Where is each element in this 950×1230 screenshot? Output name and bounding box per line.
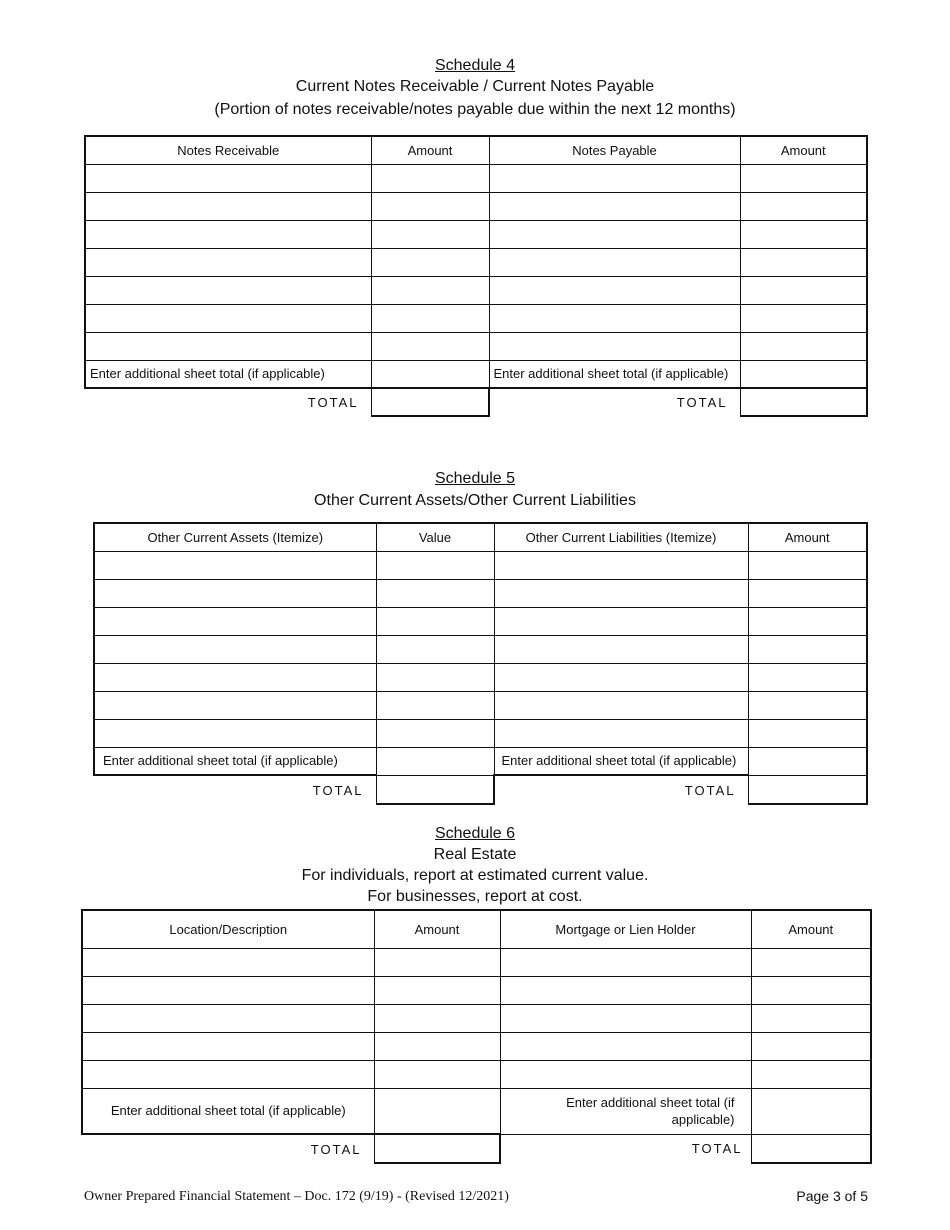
total-amount-input[interactable] (371, 388, 489, 416)
table-row (82, 1004, 871, 1032)
schedule-4-heading (0, 55, 950, 120)
input-cell[interactable] (751, 1060, 871, 1088)
input-cell[interactable] (371, 192, 489, 220)
schedule-5-table (93, 522, 868, 805)
input-cell[interactable] (376, 607, 494, 635)
total-label: TOTAL (691, 1141, 743, 1157)
input-cell[interactable] (374, 1032, 500, 1060)
table-row (82, 1060, 871, 1088)
table-row (85, 276, 867, 304)
input-cell[interactable] (740, 248, 867, 276)
table-row (94, 551, 867, 579)
table-row (82, 1032, 871, 1060)
schedule-5-title: Schedule 5 (434, 470, 516, 487)
input-cell[interactable] (748, 551, 867, 579)
input-cell[interactable] (751, 1032, 871, 1060)
additional-sheet-label: Enter additional sheet total (if applicable) (85, 360, 371, 388)
col-header-amount: Amount (371, 136, 489, 164)
additional-sheet-row (94, 747, 867, 775)
input-cell[interactable] (494, 663, 748, 691)
input-cell[interactable] (489, 304, 740, 332)
table-row (85, 248, 867, 276)
input-cell[interactable] (748, 607, 867, 635)
table-row (85, 220, 867, 248)
input-cell[interactable] (85, 220, 371, 248)
table-header-row (94, 523, 867, 551)
input-cell[interactable] (748, 691, 867, 719)
schedule-6-heading (0, 823, 950, 907)
input-cell[interactable] (85, 192, 371, 220)
input-cell[interactable] (94, 635, 376, 663)
additional-sheet-amount-input[interactable] (748, 747, 867, 775)
schedule-4-table (84, 135, 868, 417)
input-cell[interactable] (376, 579, 494, 607)
additional-sheet-label: Enter additional sheet total (if applicable) (494, 747, 748, 775)
additional-sheet-amount-input[interactable] (371, 360, 489, 388)
table-row (85, 304, 867, 332)
total-amount-input[interactable] (374, 1134, 500, 1163)
input-cell[interactable] (494, 691, 748, 719)
input-cell[interactable] (82, 976, 374, 1004)
input-cell[interactable] (94, 719, 376, 747)
col-header-other-current-liabilities: Other Current Liabilities (Itemize) (494, 523, 748, 551)
additional-sheet-label: Enter additional sheet total (if applicable) (94, 747, 376, 775)
table-row (94, 719, 867, 747)
col-header-notes-receivable: Notes Receivable (85, 136, 371, 164)
input-cell[interactable] (374, 1060, 500, 1088)
input-cell[interactable] (94, 551, 376, 579)
table-row (94, 691, 867, 719)
col-header-amount: Amount (374, 910, 500, 948)
input-cell[interactable] (371, 164, 489, 192)
schedule-6-line2: For individuals, report at estimated current value. (301, 867, 649, 884)
table-header-row (82, 910, 871, 948)
additional-sheet-amount-input[interactable] (374, 1088, 500, 1134)
input-cell[interactable] (740, 332, 867, 360)
input-cell[interactable] (500, 1060, 751, 1088)
additional-sheet-row (82, 1088, 871, 1134)
schedule-6-line3: For businesses, report at cost. (367, 888, 583, 905)
table-header-row (85, 136, 867, 164)
col-header-value: Value (376, 523, 494, 551)
total-row (94, 775, 867, 804)
input-cell[interactable] (374, 948, 500, 976)
input-cell[interactable] (748, 663, 867, 691)
input-cell[interactable] (94, 663, 376, 691)
input-cell[interactable] (489, 164, 740, 192)
input-cell[interactable] (82, 1004, 374, 1032)
input-cell[interactable] (500, 976, 751, 1004)
input-cell[interactable] (500, 1004, 751, 1032)
input-cell[interactable] (751, 1004, 871, 1032)
input-cell[interactable] (376, 663, 494, 691)
input-cell[interactable] (500, 1032, 751, 1060)
total-label: TOTAL (307, 395, 359, 410)
table-row (82, 948, 871, 976)
input-cell[interactable] (740, 192, 867, 220)
input-cell[interactable] (748, 635, 867, 663)
additional-sheet-label: Enter additional sheet total (if applicable) (500, 1088, 751, 1134)
document-label: Owner Prepared Financial Statement – Doc. 172 (9/19) - (Revised 12/2021) (84, 1189, 509, 1204)
input-cell[interactable] (489, 220, 740, 248)
col-header-other-current-assets: Other Current Assets (Itemize) (94, 523, 376, 551)
input-cell[interactable] (371, 304, 489, 332)
table-row (94, 579, 867, 607)
input-cell[interactable] (748, 719, 867, 747)
table-row (82, 976, 871, 1004)
input-cell[interactable] (740, 304, 867, 332)
input-cell[interactable] (494, 551, 748, 579)
table-row (94, 607, 867, 635)
input-cell[interactable] (494, 635, 748, 663)
schedule-4-subtitle: Current Notes Receivable / Current Notes Payable (295, 78, 655, 95)
input-cell[interactable] (82, 948, 374, 976)
table-row (94, 663, 867, 691)
total-amount-input[interactable] (748, 775, 867, 804)
input-cell[interactable] (94, 691, 376, 719)
col-header-notes-payable: Notes Payable (489, 136, 740, 164)
total-amount-input[interactable] (740, 388, 867, 416)
input-cell[interactable] (85, 248, 371, 276)
input-cell[interactable] (374, 976, 500, 1004)
input-cell[interactable] (376, 635, 494, 663)
additional-sheet-label: Enter additional sheet total (if applicable) (489, 360, 740, 388)
input-cell[interactable] (371, 276, 489, 304)
additional-sheet-amount-input[interactable] (740, 360, 867, 388)
input-cell[interactable] (371, 332, 489, 360)
total-label: TOTAL (676, 395, 728, 410)
schedule-5-heading (0, 468, 950, 511)
additional-sheet-amount-input[interactable] (751, 1088, 871, 1134)
table-row (94, 635, 867, 663)
input-cell[interactable] (376, 691, 494, 719)
col-header-amount: Amount (751, 910, 871, 948)
input-cell[interactable] (751, 976, 871, 1004)
schedule-6-table (81, 909, 872, 1164)
table-row (85, 164, 867, 192)
input-cell[interactable] (494, 579, 748, 607)
input-cell[interactable] (85, 332, 371, 360)
schedule-4-note: (Portion of notes receivable/notes payable due within the next 12 months) (214, 101, 736, 118)
input-cell[interactable] (489, 276, 740, 304)
input-cell[interactable] (371, 248, 489, 276)
input-cell[interactable] (376, 719, 494, 747)
additional-sheet-row (85, 360, 867, 388)
total-label: TOTAL (312, 782, 364, 798)
input-cell[interactable] (751, 948, 871, 976)
col-header-mortgage-lien-holder: Mortgage or Lien Holder (500, 910, 751, 948)
additional-sheet-label: Enter additional sheet total (if applicable) (82, 1088, 374, 1134)
input-cell[interactable] (82, 1032, 374, 1060)
col-header-location-description: Location/Description (82, 910, 374, 948)
input-cell[interactable] (489, 248, 740, 276)
table-row (85, 332, 867, 360)
input-cell[interactable] (740, 276, 867, 304)
input-cell[interactable] (489, 192, 740, 220)
schedule-4-title: Schedule 4 (434, 57, 516, 74)
input-cell[interactable] (94, 607, 376, 635)
schedule-6-subtitle: Real Estate (433, 846, 517, 863)
page-number: Page 3 of 5 (796, 1188, 868, 1204)
input-cell[interactable] (82, 1060, 374, 1088)
input-cell[interactable] (85, 276, 371, 304)
additional-sheet-amount-input[interactable] (376, 747, 494, 775)
total-amount-input[interactable] (376, 775, 494, 804)
input-cell[interactable] (494, 719, 748, 747)
input-cell[interactable] (371, 220, 489, 248)
schedule-5-subtitle: Other Current Assets/Other Current Liabilities (314, 492, 636, 509)
input-cell[interactable] (740, 220, 867, 248)
total-label: TOTAL (310, 1141, 362, 1157)
input-cell[interactable] (489, 332, 740, 360)
schedule-6-title: Schedule 6 (434, 825, 516, 842)
input-cell[interactable] (85, 304, 371, 332)
input-cell[interactable] (500, 948, 751, 976)
col-header-amount: Amount (740, 136, 867, 164)
input-cell[interactable] (494, 607, 748, 635)
total-row (85, 388, 867, 416)
input-cell[interactable] (374, 1004, 500, 1032)
total-amount-input[interactable] (751, 1134, 871, 1163)
total-label: TOTAL (684, 782, 736, 798)
col-header-amount: Amount (748, 523, 867, 551)
input-cell[interactable] (85, 164, 371, 192)
input-cell[interactable] (748, 579, 867, 607)
total-row (82, 1134, 871, 1163)
table-row (85, 192, 867, 220)
input-cell[interactable] (94, 579, 376, 607)
input-cell[interactable] (740, 164, 867, 192)
input-cell[interactable] (376, 551, 494, 579)
